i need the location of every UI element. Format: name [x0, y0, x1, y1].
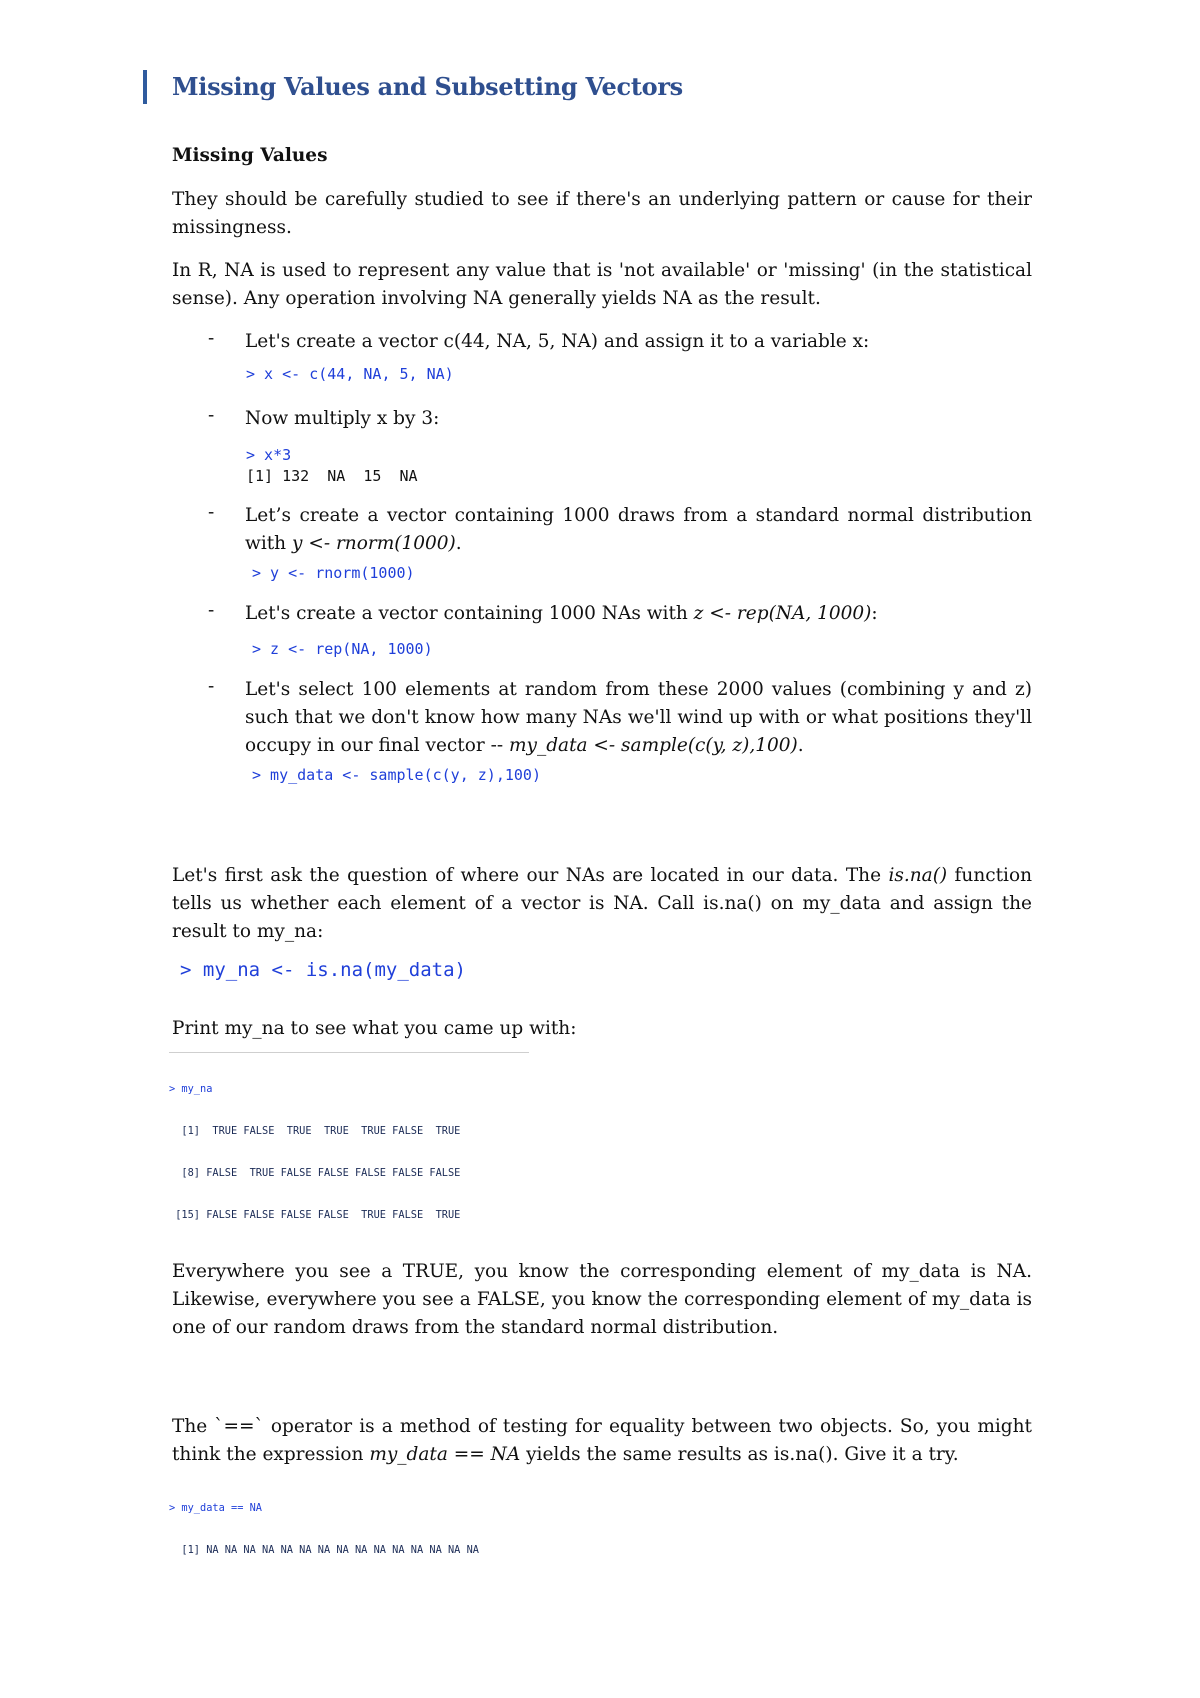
bullet-2-text: Now multiply x by 3: — [245, 408, 440, 429]
section-heading: Missing Values — [172, 145, 328, 166]
bullet-1-text: Let's create a vector c(44, NA, 5, NA) and assign it to a variable x: — [245, 331, 870, 352]
paragraph-1: They should be carefully studied to see if there's an underlying pattern or cause for their missingness. — [172, 189, 1032, 238]
bullet-dash: - — [208, 328, 215, 349]
code-bullet-4: > z <- rep(NA, 1000) — [252, 640, 433, 658]
code-my-na: > my_na <- is.na(my_data) — [180, 959, 466, 981]
bullet-3-text: Let’s create a vector containing 1000 draws from a standard normal distribution with y <- rnorm(1000). — [245, 505, 1032, 554]
console-row: [1] TRUE FALSE TRUE TRUE TRUE FALSE TRUE — [169, 1125, 461, 1137]
paragraph-2: In R, NA is used to represent any value that is 'not available' or 'missing' (in the statistical sense). Any operation involving NA generally yields NA as the result. — [172, 260, 1032, 309]
bullet-5-text: Let's select 100 elements at random from these 2000 values (combining y and z) such that we don't know how many NAs we'll wind up with or what positions they'll occupy in our final vector -- my_data <- sample(c(y, z),100). — [245, 679, 1032, 756]
console-output-equality — [169, 1473, 559, 1585]
paragraph-3: Let's first ask the question of where our NAs are located in our data. The is.na() function tells us whether each element of a vector is NA. Call is.na() on my_data and assign the result to my_na: — [172, 865, 1032, 942]
console-top-rule — [169, 1052, 529, 1053]
bullet-dash: - — [208, 502, 215, 523]
page-title: Missing Values and Subsetting Vectors — [172, 72, 683, 101]
console-row: [15] FALSE FALSE FALSE FALSE TRUE FALSE TRUE — [169, 1209, 461, 1221]
paragraph-4: Print my_na to see what you came up with: — [172, 1018, 577, 1039]
code-bullet-2: > x*3 — [246, 446, 292, 464]
console-row: [1] NA NA NA NA NA NA NA NA NA NA NA NA NA NA NA — [169, 1544, 479, 1556]
bullet-4-text: Let's create a vector containing 1000 NAs with z <- rep(NA, 1000): — [245, 603, 878, 624]
title-accent-bar — [143, 70, 147, 104]
bullet-dash: - — [208, 405, 215, 426]
paragraph-5: Everywhere you see a TRUE, you know the corresponding element of my_data is NA. Likewise, everywhere you see a FALSE, you know the corresponding element of my_data is one of our random draws from the standard normal distribution. — [172, 1261, 1032, 1338]
console-row: [8] FALSE TRUE FALSE FALSE FALSE FALSE FALSE — [169, 1167, 461, 1179]
code-bullet-3: > y <- rnorm(1000) — [252, 564, 415, 582]
code-bullet-5: > my_data <- sample(c(y, z),100) — [252, 766, 541, 784]
console-output-my-na — [169, 1054, 534, 1241]
console-prompt: > my_na — [169, 1083, 213, 1095]
code-bullet-1: > x <- c(44, NA, 5, NA) — [246, 365, 454, 383]
console-prompt: > my_data == NA — [169, 1502, 262, 1514]
bullet-dash: - — [208, 600, 215, 621]
code-output-bullet-2: [1] 132 NA 15 NA — [246, 467, 418, 485]
paragraph-6: The `==` operator is a method of testing for equality between two objects. So, you might think the expression my_data == NA yields the same results as is.na(). Give it a try. — [172, 1416, 1032, 1465]
bullet-dash: - — [208, 676, 215, 697]
